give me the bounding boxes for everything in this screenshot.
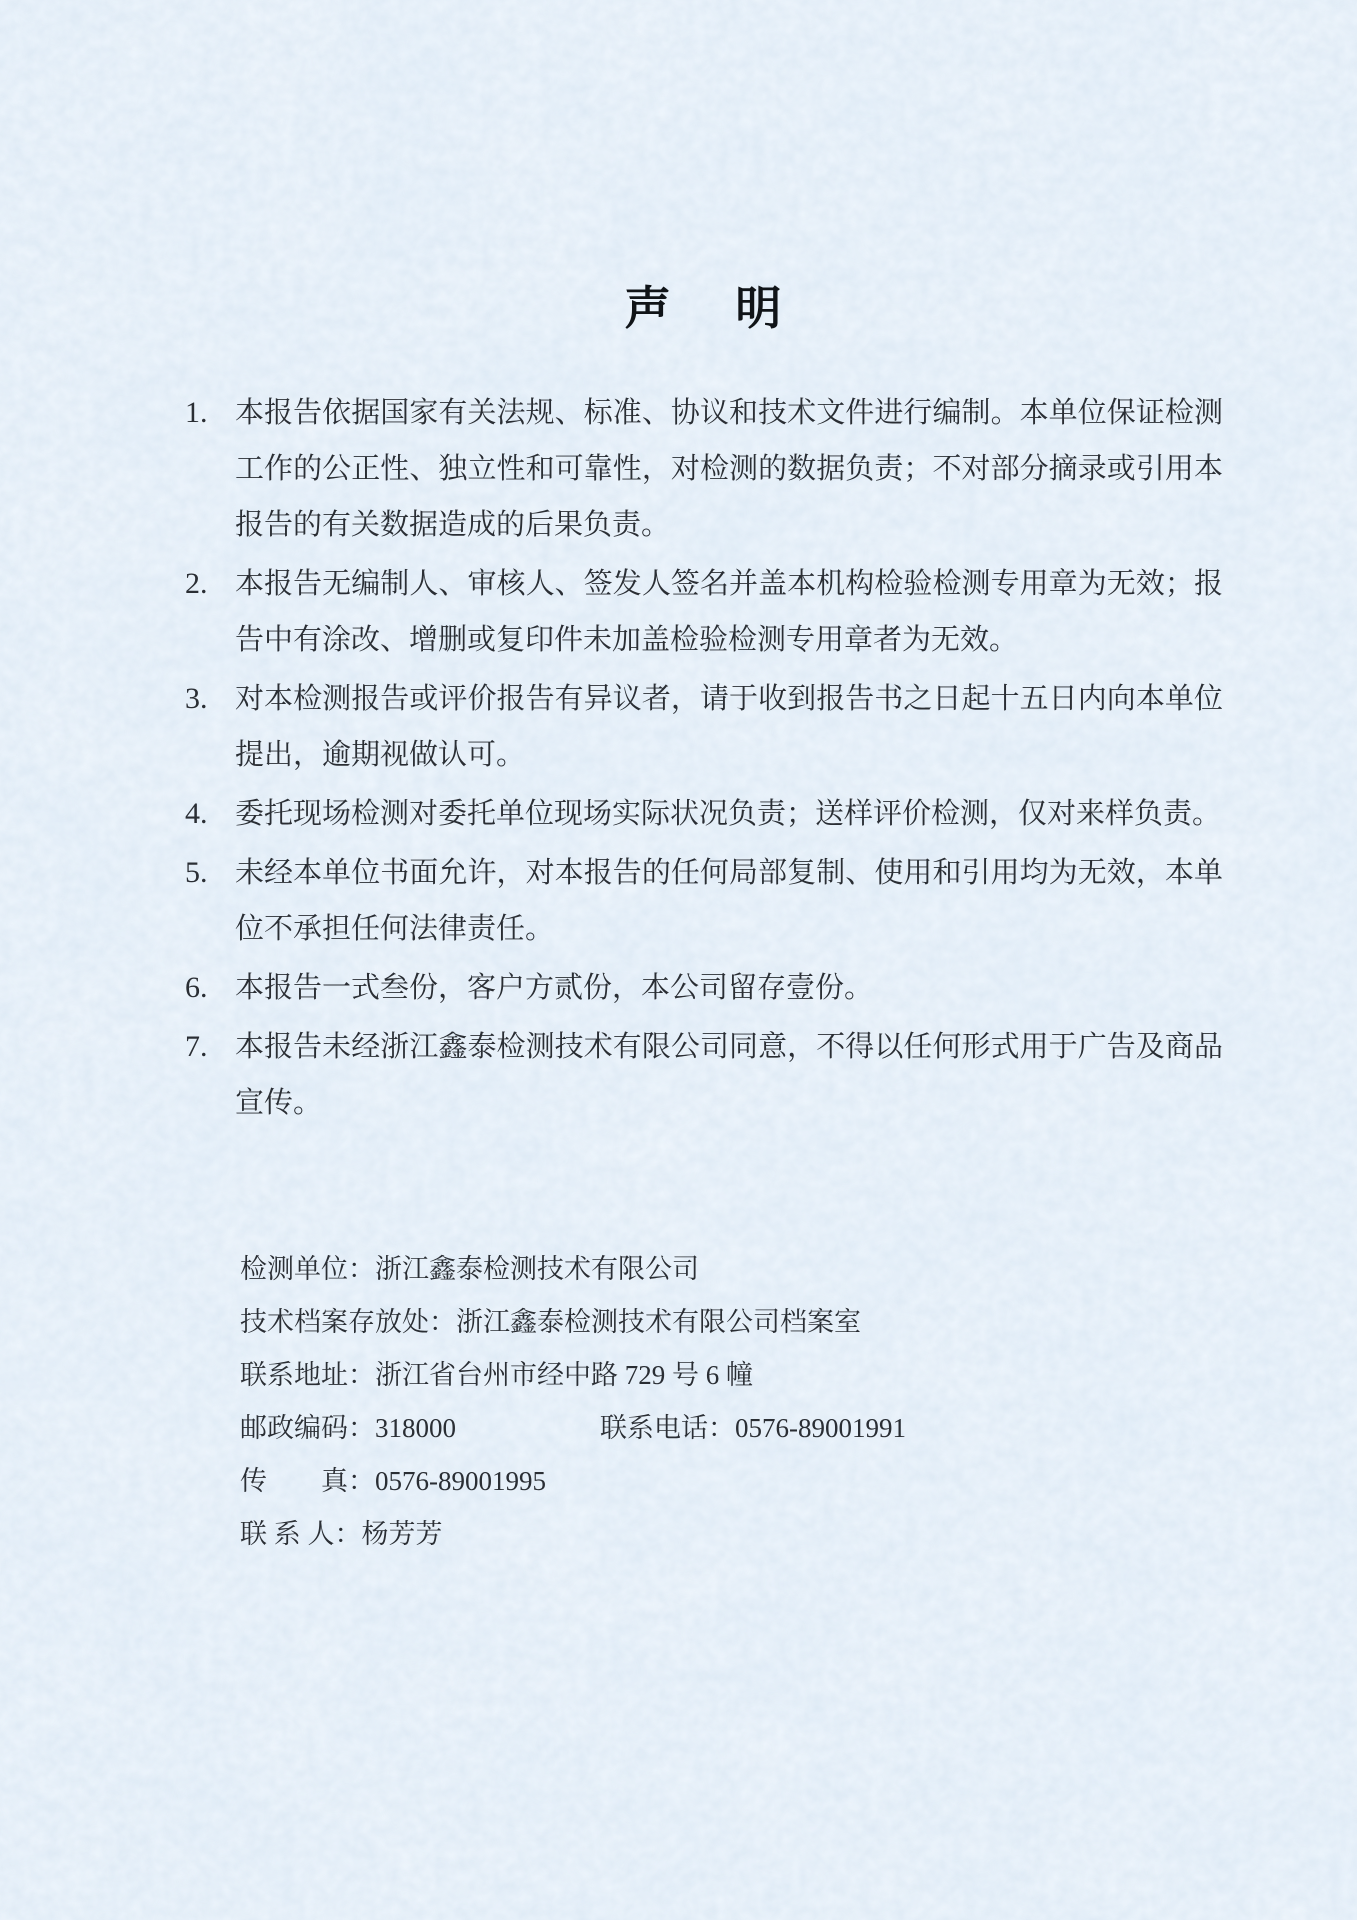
fax-value: 0576-89001995	[375, 1466, 546, 1496]
declaration-item-4	[185, 786, 1223, 842]
address-value: 浙江省台州市经中路 729 号 6 幢	[375, 1360, 753, 1390]
declaration-items-list	[185, 385, 1223, 1131]
person-label: 联 系 人：	[240, 1519, 362, 1549]
contact-row-archive	[240, 1296, 1223, 1349]
declaration-item-5	[185, 845, 1223, 957]
declaration-item-7	[185, 1019, 1223, 1131]
item-text: 本报告未经浙江鑫泰检测技术有限公司同意，不得以任何形式用于广告及商品宣传。	[235, 1031, 1223, 1119]
contact-row-fax	[240, 1455, 1223, 1508]
phone-label: 联系电话：	[600, 1413, 735, 1443]
person-value: 杨芳芳	[361, 1519, 443, 1549]
page-title: 声 明	[624, 282, 784, 334]
phone-cell	[600, 1402, 906, 1455]
declaration-item-1	[185, 385, 1223, 553]
item-text: 本报告无编制人、审核人、签发人签名并盖本机构检验检测专用章为无效；报告中有涂改、增删或复印件未加盖检验检测专用章者为无效。	[235, 568, 1223, 656]
item-number: 6.	[185, 971, 208, 1004]
contact-row-unit	[240, 1243, 1223, 1296]
item-number: 7.	[185, 1030, 208, 1063]
item-number: 2.	[185, 567, 208, 600]
postcode-label: 邮政编码：	[240, 1413, 375, 1443]
item-number: 5.	[185, 856, 208, 889]
declaration-item-6	[185, 960, 1223, 1016]
fax-label: 传 真：	[240, 1466, 375, 1496]
archive-value: 浙江鑫泰检测技术有限公司档案室	[456, 1307, 861, 1337]
postcode-value: 318000	[375, 1413, 456, 1443]
declaration-item-2	[185, 556, 1223, 668]
item-text: 未经本单位书面允许，对本报告的任何局部复制、使用和引用均为无效，本单位不承担任何法律责任。	[235, 857, 1223, 945]
postcode-cell	[240, 1402, 600, 1455]
item-number: 4.	[185, 797, 208, 830]
unit-label: 检测单位：	[240, 1254, 375, 1284]
item-text: 本报告依据国家有关法规、标准、协议和技术文件进行编制。本单位保证检测工作的公正性、独立性和可靠性，对检测的数据负责；不对部分摘录或引用本报告的有关数据造成的后果负责。	[235, 397, 1223, 541]
item-text: 本报告一式叁份，客户方贰份，本公司留存壹份。	[235, 972, 874, 1004]
phone-value: 0576-89001991	[735, 1413, 906, 1443]
item-number: 3.	[185, 682, 208, 715]
unit-value: 浙江鑫泰检测技术有限公司	[375, 1254, 699, 1284]
item-text: 对本检测报告或评价报告有异议者，请于收到报告书之日起十五日内向本单位提出，逾期视做认可。	[235, 683, 1223, 771]
address-label: 联系地址：	[240, 1360, 375, 1390]
archive-label: 技术档案存放处：	[240, 1307, 456, 1337]
item-text: 委托现场检测对委托单位现场实际状况负责；送样评价检测，仅对来样负责。	[235, 798, 1222, 830]
contact-info-block	[240, 1243, 1223, 1561]
contact-row-address	[240, 1349, 1223, 1402]
contact-row-person	[240, 1508, 1223, 1561]
declaration-item-3	[185, 671, 1223, 783]
contact-row-postcode-phone	[240, 1402, 1223, 1455]
item-number: 1.	[185, 396, 208, 429]
